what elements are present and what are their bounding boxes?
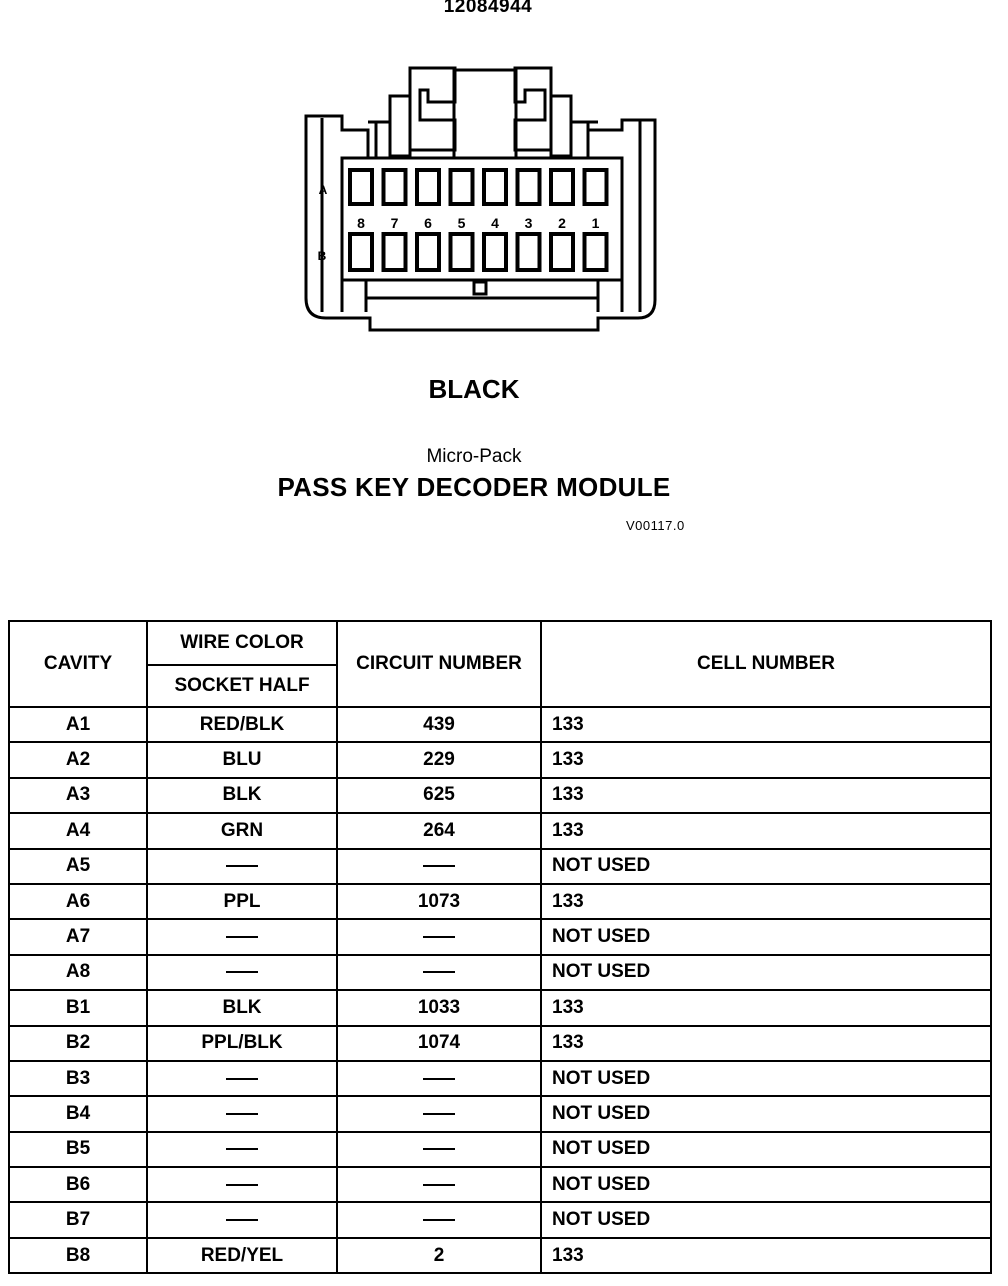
cavity-cell: A4	[9, 813, 147, 848]
circuit-number-cell: 1074	[337, 1026, 541, 1061]
not-applicable-dash	[423, 936, 455, 938]
wire-color-cell	[147, 849, 337, 884]
cavity-cell: B4	[9, 1096, 147, 1131]
table-row	[9, 1238, 991, 1273]
circuit-number-cell	[337, 849, 541, 884]
not-applicable-dash	[423, 1219, 455, 1221]
wire-color-cell	[147, 919, 337, 954]
pin-number-8: 8	[357, 215, 365, 231]
not-applicable-dash	[226, 1148, 258, 1150]
header-cavity: CAVITY	[9, 621, 147, 707]
pin-number-3: 3	[524, 215, 533, 231]
figure-code: V00117.0	[626, 518, 685, 533]
not-applicable-dash	[423, 865, 455, 867]
module-title: PASS KEY DECODER MODULE	[277, 472, 671, 502]
wire-color-cell: BLK	[147, 778, 337, 813]
row-label-a: A	[318, 183, 328, 197]
wire-color-cell: PPL	[147, 884, 337, 919]
circuit-number-cell	[337, 955, 541, 990]
cavity-cell: B5	[9, 1132, 147, 1167]
header-wire-color: WIRE COLOR	[147, 621, 337, 665]
not-applicable-dash	[226, 1078, 258, 1080]
table-row	[9, 849, 991, 884]
table-row	[9, 884, 991, 919]
cavity-b8	[350, 234, 372, 270]
cell-number-cell: 133	[541, 1026, 991, 1061]
circuit-number-cell	[337, 1132, 541, 1167]
cell-number-cell: 133	[541, 778, 991, 813]
pin-number-6: 6	[424, 215, 432, 231]
header-cell-number: CELL NUMBER	[541, 621, 991, 707]
connector-type-label: Micro-Pack	[426, 446, 522, 467]
circuit-number-cell: 439	[337, 707, 541, 742]
cavity-cell: A1	[9, 707, 147, 742]
circuit-number-cell	[337, 1096, 541, 1131]
cell-number-cell: 133	[541, 742, 991, 777]
cavity-b1	[585, 234, 607, 270]
not-applicable-dash	[423, 1113, 455, 1115]
circuit-number-cell: 1073	[337, 884, 541, 919]
cavity-a4	[484, 170, 506, 204]
cell-number-cell: 133	[541, 990, 991, 1025]
header-socket-half: SOCKET HALF	[147, 665, 337, 707]
pinout-table-body	[9, 707, 991, 1273]
table-row	[9, 955, 991, 990]
wire-color-cell: BLU	[147, 742, 337, 777]
pin-number-2: 2	[558, 215, 566, 231]
row-label-b: B	[317, 249, 327, 263]
cavity-cell: A6	[9, 884, 147, 919]
cavity-b6	[417, 234, 439, 270]
cavity-cell: A2	[9, 742, 147, 777]
latch-right-post	[551, 96, 571, 156]
table-row	[9, 919, 991, 954]
wire-color-cell	[147, 955, 337, 990]
cavity-b5	[451, 234, 473, 270]
circuit-number-cell	[337, 919, 541, 954]
cavity-cell: B6	[9, 1167, 147, 1202]
pin-number-5: 5	[457, 215, 466, 231]
circuit-number-cell: 264	[337, 813, 541, 848]
pin-number-7: 7	[390, 215, 399, 231]
pin-number-4: 4	[491, 215, 499, 231]
pin-number-1: 1	[591, 215, 600, 231]
wire-color-cell: PPL/BLK	[147, 1026, 337, 1061]
part-number: 12084944	[443, 0, 533, 17]
not-applicable-dash	[226, 1113, 258, 1115]
cavity-a2	[551, 170, 573, 204]
table-row	[9, 1061, 991, 1096]
cell-number-cell: NOT USED	[541, 955, 991, 990]
latch-left-post	[390, 96, 410, 156]
wire-color-cell	[147, 1096, 337, 1131]
cavity-cell: A3	[9, 778, 147, 813]
cell-number-cell: 133	[541, 707, 991, 742]
cell-number-cell: 133	[541, 813, 991, 848]
circuit-number-cell	[337, 1202, 541, 1237]
table-row	[9, 1132, 991, 1167]
latch-right-arm	[515, 68, 551, 150]
table-row	[9, 707, 991, 742]
cavity-cell: B7	[9, 1202, 147, 1237]
cavity-cell: A8	[9, 955, 147, 990]
not-applicable-dash	[226, 865, 258, 867]
wire-color-cell	[147, 1167, 337, 1202]
table-row	[9, 990, 991, 1025]
cell-number-cell: 133	[541, 884, 991, 919]
cavity-a1	[585, 170, 607, 204]
cavity-cell: A5	[9, 849, 147, 884]
not-applicable-dash	[226, 936, 258, 938]
not-applicable-dash	[226, 1184, 258, 1186]
table-row	[9, 813, 991, 848]
cavity-b3	[518, 234, 540, 270]
cavity-a5	[451, 170, 473, 204]
not-applicable-dash	[423, 1148, 455, 1150]
circuit-number-cell: 625	[337, 778, 541, 813]
cavity-b4	[484, 234, 506, 270]
cavity-a6	[417, 170, 439, 204]
wire-color-cell	[147, 1132, 337, 1167]
cell-number-cell: NOT USED	[541, 1202, 991, 1237]
circuit-number-cell: 2	[337, 1238, 541, 1273]
cavity-row-b	[350, 234, 607, 270]
not-applicable-dash	[423, 1078, 455, 1080]
cavity-cell: A7	[9, 919, 147, 954]
cell-number-cell: NOT USED	[541, 919, 991, 954]
header-circuit-number: CIRCUIT NUMBER	[337, 621, 541, 707]
not-applicable-dash	[226, 971, 258, 973]
wire-color-cell: BLK	[147, 990, 337, 1025]
cell-number-cell: NOT USED	[541, 849, 991, 884]
not-applicable-dash	[423, 971, 455, 973]
wire-color-cell: RED/BLK	[147, 707, 337, 742]
circuit-number-cell: 1033	[337, 990, 541, 1025]
table-row	[9, 778, 991, 813]
connector-color-label: BLACK	[428, 374, 520, 404]
cavity-b2	[551, 234, 573, 270]
pinout-table	[8, 620, 992, 1274]
table-row	[9, 1096, 991, 1131]
cavity-cell: B3	[9, 1061, 147, 1096]
cavity-a7	[384, 170, 406, 204]
circuit-number-cell: 229	[337, 742, 541, 777]
latch-center-block	[454, 70, 516, 158]
cavity-cell: B2	[9, 1026, 147, 1061]
wire-color-cell	[147, 1061, 337, 1096]
wire-color-cell: GRN	[147, 813, 337, 848]
polarization-key	[474, 282, 486, 294]
cavity-a8	[350, 170, 372, 204]
cavity-b7	[384, 234, 406, 270]
table-row	[9, 1026, 991, 1061]
pin-number-labels	[357, 215, 600, 231]
circuit-number-cell	[337, 1061, 541, 1096]
table-row	[9, 1167, 991, 1202]
cell-number-cell: NOT USED	[541, 1132, 991, 1167]
cell-number-cell: NOT USED	[541, 1167, 991, 1202]
cell-number-cell: NOT USED	[541, 1096, 991, 1131]
table-row	[9, 742, 991, 777]
not-applicable-dash	[423, 1184, 455, 1186]
table-row	[9, 1202, 991, 1237]
cavity-cell: B1	[9, 990, 147, 1025]
cell-number-cell: NOT USED	[541, 1061, 991, 1096]
cavity-row-a	[350, 170, 607, 204]
cell-number-cell: 133	[541, 1238, 991, 1273]
circuit-number-cell	[337, 1167, 541, 1202]
not-applicable-dash	[226, 1219, 258, 1221]
cavity-cell: B8	[9, 1238, 147, 1273]
wire-color-cell: RED/YEL	[147, 1238, 337, 1273]
cavity-a3	[518, 170, 540, 204]
latch-left-arm	[410, 68, 455, 150]
connector-face-diagram	[0, 0, 1008, 345]
wire-color-cell	[147, 1202, 337, 1237]
